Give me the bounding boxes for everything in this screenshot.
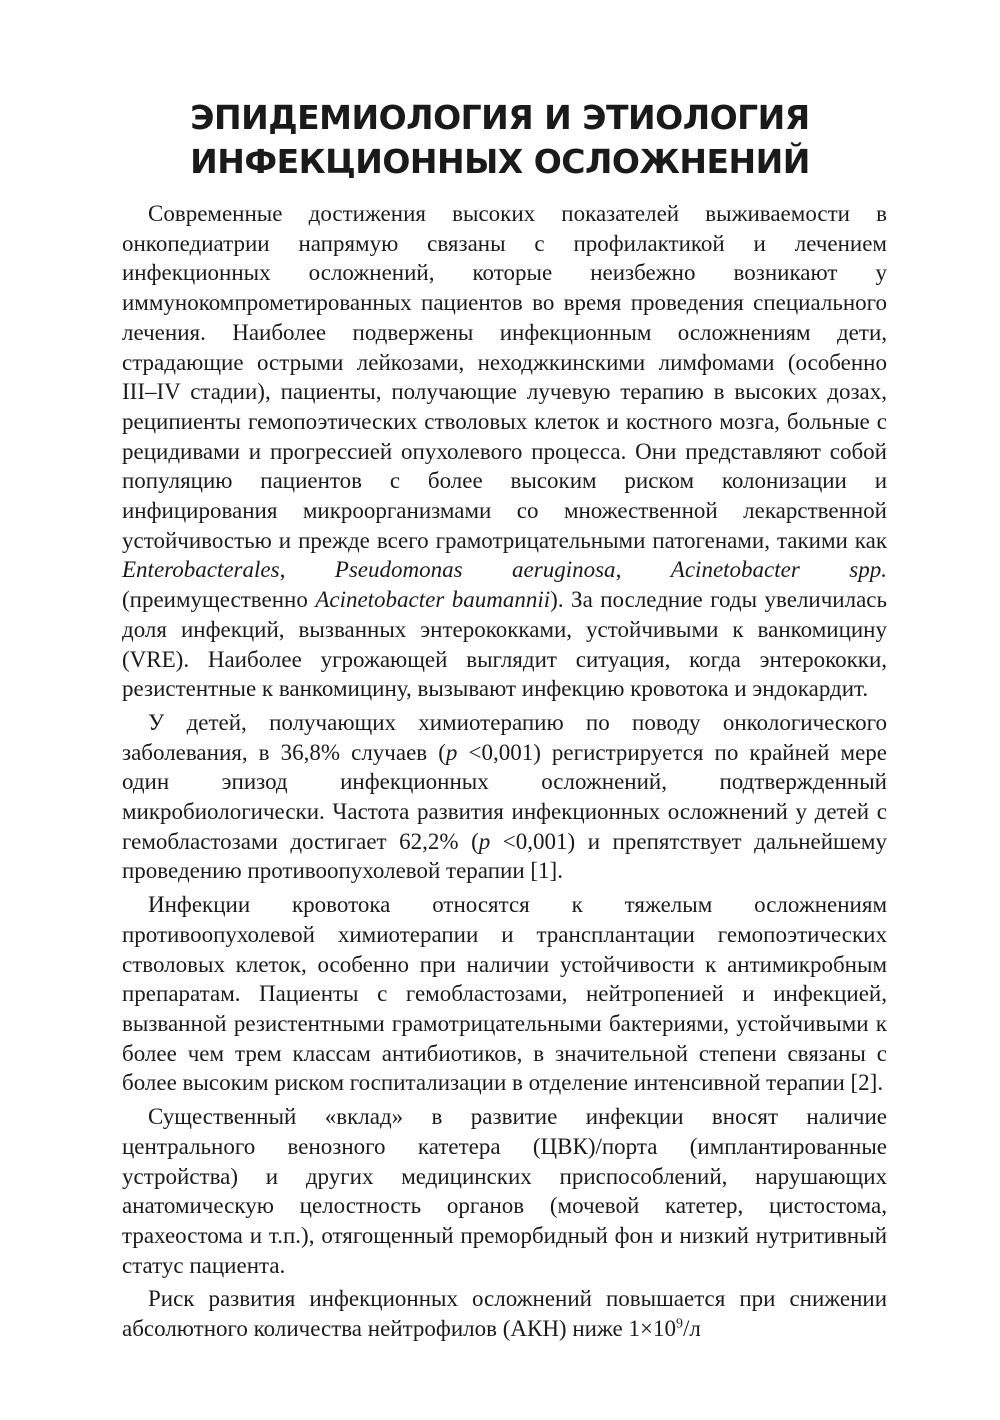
- superscript-exponent: 9: [675, 1316, 683, 1332]
- paragraph: [122, 708, 887, 886]
- italic-run: p: [478, 828, 491, 854]
- italic-run: Pseudomonas aeruginosa: [334, 557, 616, 583]
- text-run: ,: [615, 557, 671, 583]
- paragraph: [122, 1284, 887, 1343]
- text-run: (преимущественно: [122, 587, 316, 613]
- text-run: У детей, получающих химиотерапию по поводу онкологического заболевания, в 36,8% случаев (: [122, 709, 887, 765]
- text-run: Современные достижения высоких показателей выживаемости в онкопедиатрии напрямую связаны с профилактикой и лечением инфекционных осложнений, которые неизбежно возникают у иммунокомпрометированных пациентов во время проведения специального лечения. Наиболее подвержены инфекционным осложнениям дети, страдающие острыми лейкозами, неходжкинскими лимфомами (особенно III–IV стадии), пациенты, получающие лучевую терапию в высоких дозах, реципиенты гемопоэтических стволовых клеток и костного мозга, больные с рецидивами и прогрессией опухолевого процесса. Они представляют собой популяцию пациентов с более высоким риском колонизации и инфицирования микроорганизмами со множественной лекарственной устойчивостью и прежде всего грамотрицательными патогенами, такими как: [122, 201, 887, 553]
- text-run: <0,001) регистрируется по крайней мере один эпизод инфекционных осложнений, подтвержденный микробиологически. Частота развития инфекционных осложнений у детей с гемобластозами достигает 62,2% (: [122, 739, 887, 854]
- text-run: Риск развития инфекционных осложнений повышается при снижении абсолютного количества нейтрофилов (АКН) ниже 1×10: [122, 1286, 887, 1342]
- text-run: Инфекции кровотока относятся к тяжелым осложнениям противоопухолевой химиотерапии и трансплантации гемопоэтических стволовых клеток, особенно при наличии устойчивости к антимикробным препаратам. Пациенты с гемобластозами, нейтропенией и инфекцией, вызванной резистентными грамотрицательными бактериями, устойчивыми к более чем трем классам антибиотиков, в значительной степени связаны с более высоким риском госпитализации в отделение интенсивной терапии [2].: [122, 892, 887, 1096]
- chapter-title: [120, 96, 880, 184]
- paragraph: [122, 199, 887, 704]
- text-run: /л: [682, 1316, 701, 1342]
- chapter-title-line-2: ИНФЕКЦИОННЫХ ОСЛОЖНЕНИЙ: [190, 142, 810, 181]
- italic-run: p: [445, 739, 458, 765]
- text-run: ). За последние годы увеличилась доля инфекций, вызванных энтерококками, устойчивыми к ванкомицину (VRE). Наиболее угрожающей выглядит ситуация, когда энтерококки, резистентные к ванкомицину, вызывают инфекцию кровотока и эндокардит.: [122, 587, 887, 702]
- italic-run: Acinetobacter spp.: [670, 557, 887, 583]
- text-run: Существенный «вклад» в развитие инфекции вносят наличие центрального венозного катетера (ЦВК)/порта (имплантированные устройства) и других медицинских приспособлений, нарушающих анатомическую целостность органов (мочевой катетер, цистостома, трахеостома и т.п.), отягощенный преморбидный фон и низкий нутритивный статус пациента.: [122, 1104, 887, 1278]
- text-run: ,: [279, 557, 335, 583]
- body-text: [122, 199, 887, 1348]
- italic-run: Acinetobacter baumannii: [315, 587, 551, 613]
- text-run: <0,001) и препятствует дальнейшему проведению противоопухолевой терапии [1].: [122, 828, 887, 884]
- chapter-title-line-1: ЭПИДЕМИОЛОГИЯ И ЭТИОЛОГИЯ: [190, 98, 810, 137]
- italic-run: Enterobacterales: [122, 557, 280, 583]
- paragraph: [122, 890, 887, 1098]
- paragraph: [122, 1102, 887, 1280]
